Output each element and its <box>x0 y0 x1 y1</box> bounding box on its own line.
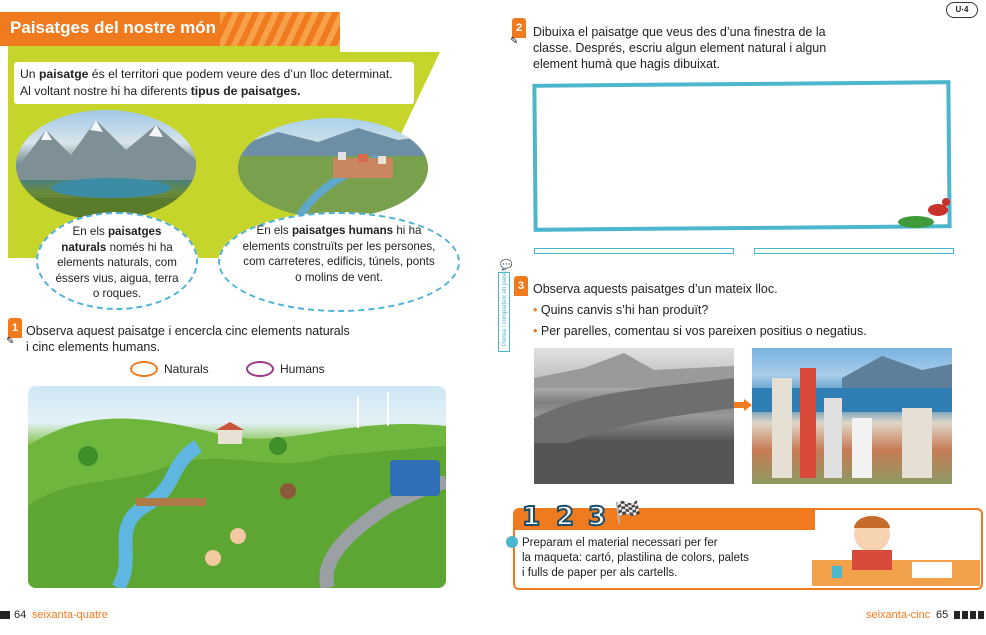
intro-text-box: Un paisatge és el territori que podem veure des d’un lloc determinat. Al voltant nostre hi ha diferents tipus de paisatges. <box>14 62 414 104</box>
project-number-1: 1 <box>522 502 541 532</box>
project-instructions: Preparam el material necessari per fer la maqueta: cartó, plastilina de colors, palets i fulls de paper per als cartells. <box>522 537 749 579</box>
gear-icon <box>506 536 518 548</box>
natural-landscape-definition: En els paisatges naturals només hi ha elements naturals, com éssers vius, aigua, terra o roques. <box>36 212 198 310</box>
page-number-right: 65 <box>936 609 949 621</box>
arrow-right-icon <box>734 398 752 410</box>
page-number-left: 64 <box>14 609 27 621</box>
activity-3-instructions: Observa aquests paisatges d’un mateix lloc. • Quins canvis s’hi han produït? • Per parelles, comentau si vos pareixen positius o negatius. <box>533 282 867 338</box>
human-landscape-photo <box>238 118 428 218</box>
pencil-icon: ✎ <box>510 36 519 47</box>
activity-1-number: 1 <box>8 318 22 338</box>
legend-humans: Humans <box>280 362 325 376</box>
natural-element-field[interactable] <box>534 248 734 254</box>
project-number-2: 2 <box>556 502 575 532</box>
humans-ring-icon <box>246 361 274 377</box>
unit-badge: U·4 <box>946 2 978 18</box>
page-words-right: seixanta-cinc <box>866 609 931 621</box>
natural-landscape-photo <box>16 110 196 220</box>
human-landscape-definition: En els paisatges humans hi ha elements construïts per les persones, com carreteres, edificis, túnels, ponts o molins de vent. <box>218 212 460 312</box>
pencil-icon: ✎ <box>6 336 15 347</box>
footer-bar-right <box>954 611 986 619</box>
naturals-ring-icon <box>130 361 158 377</box>
speech-bubble-icon: 💬 <box>500 260 513 271</box>
activity-3-number: 3 <box>514 276 528 296</box>
project-number-3: 3 <box>588 502 607 532</box>
legend-naturals: Naturals <box>164 362 209 376</box>
bird-icon <box>896 190 956 230</box>
old-landscape-photo <box>534 348 734 484</box>
page-title: Paisatges del nostre món <box>10 18 216 37</box>
page-words-left: seixanta-quatre <box>32 609 108 621</box>
activity-2-number: 2 <box>512 18 526 38</box>
child-illustration <box>812 510 980 586</box>
landscape-illustration <box>28 386 446 588</box>
modern-landscape-photo <box>752 348 952 484</box>
pair-work-label: Pensa i comparteix en parella <box>498 272 510 352</box>
checkered-flag-icon: 🏁 <box>614 500 642 525</box>
drawing-area[interactable] <box>532 80 951 232</box>
activity-2-instructions: Dibuixa el paisatge que veus des d’una finestra de la classe. Després, escriu algun element natural i algun element humà que hagis dibuixat. <box>533 25 827 71</box>
activity-1-instructions: Observa aquest paisatge i encercla cinc elements naturals i cinc elements humans. <box>26 324 350 354</box>
human-element-field[interactable] <box>754 248 954 254</box>
footer-bar-left <box>0 611 10 619</box>
